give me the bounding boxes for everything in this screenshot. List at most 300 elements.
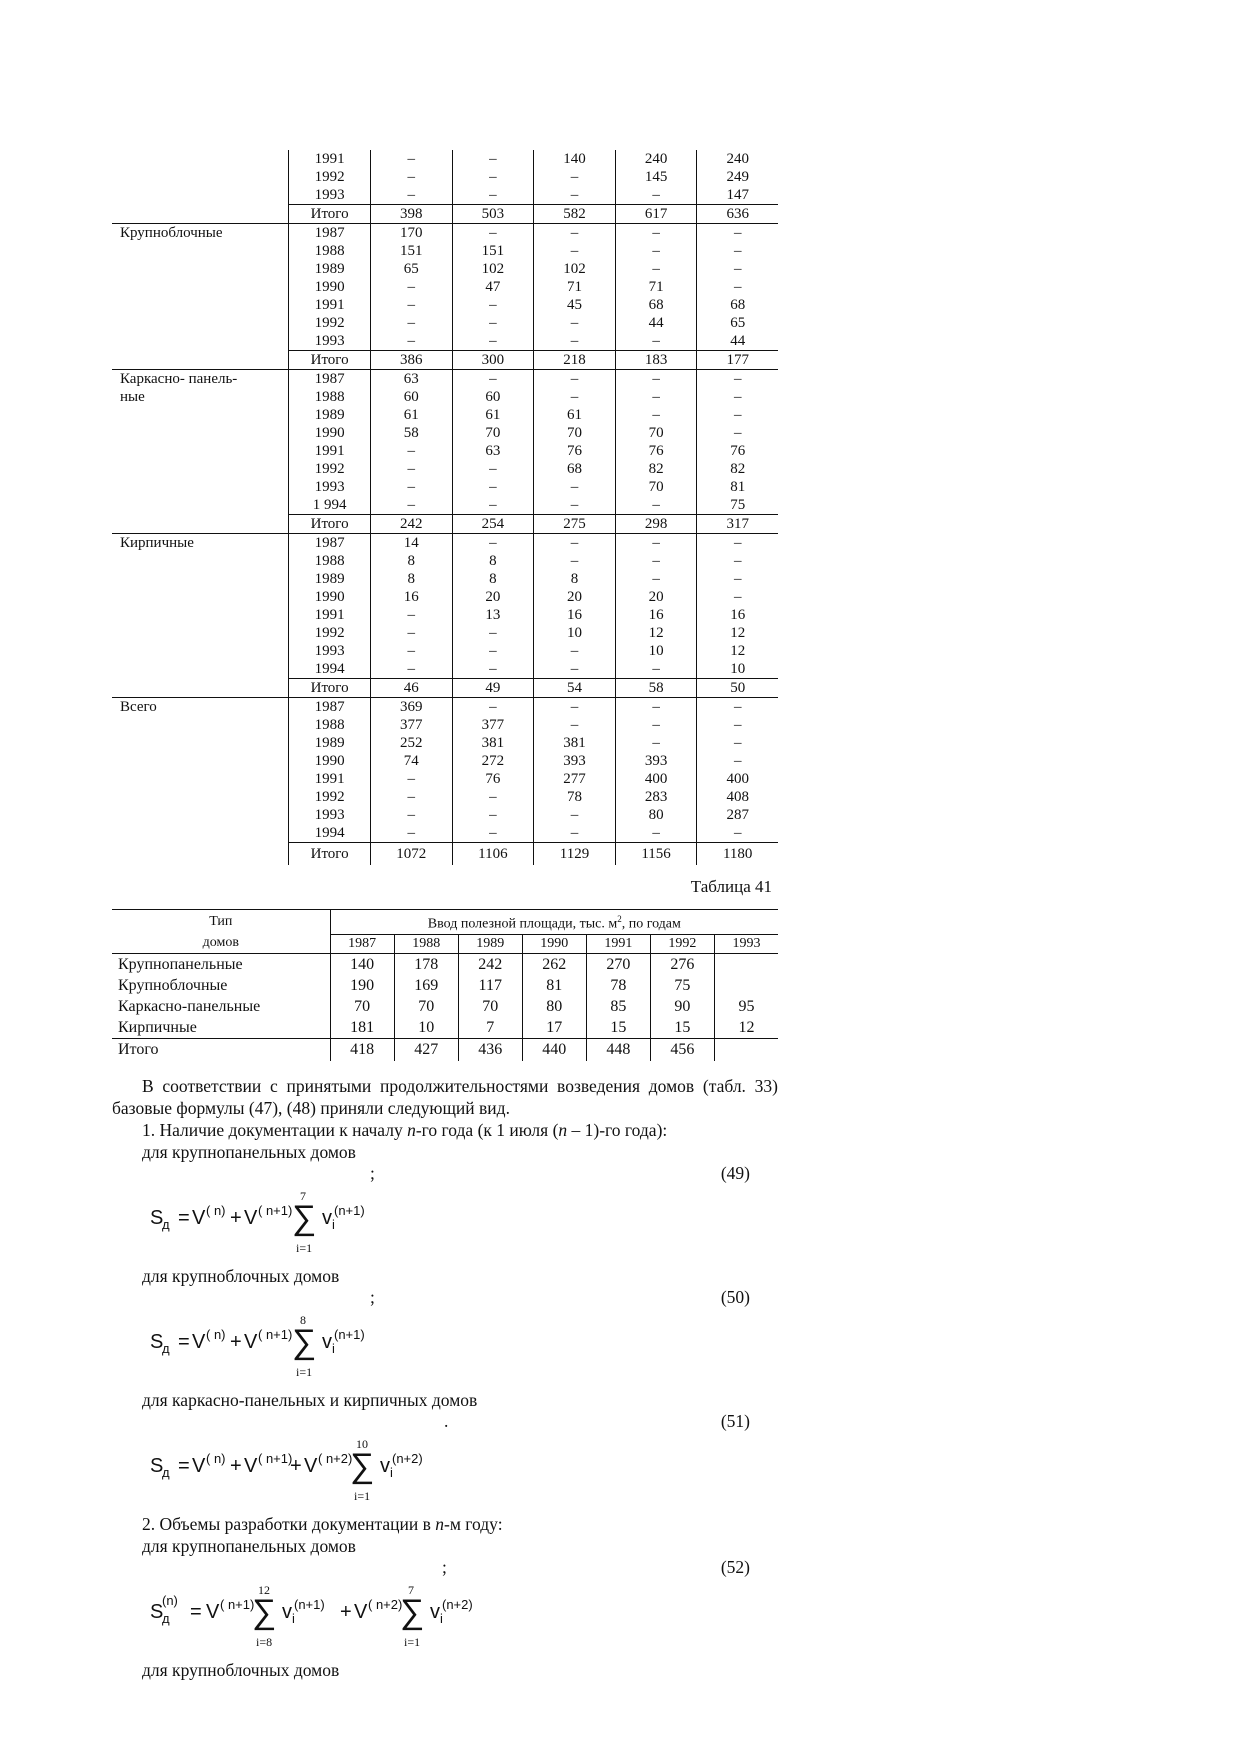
value-cell: –	[534, 478, 616, 496]
total-value: 317	[697, 515, 778, 534]
total-row	[112, 351, 778, 370]
value-cell: –	[697, 588, 778, 606]
empty-cell	[112, 205, 289, 224]
year-cell: 1989	[289, 734, 371, 752]
value-cell: 63	[371, 370, 453, 389]
value-cell: 190	[330, 975, 394, 996]
total-value: 242	[371, 515, 453, 534]
value-cell: 70	[534, 424, 616, 442]
value-cell: 377	[371, 716, 453, 734]
value-cell: –	[452, 296, 534, 314]
table-row	[112, 953, 778, 975]
value-cell: 16	[534, 606, 616, 624]
empty-cell	[112, 515, 289, 534]
table-41-header-row-1	[112, 910, 778, 935]
value-cell: –	[371, 806, 453, 824]
value-cell: 147	[697, 186, 778, 205]
year-cell: 1988	[289, 388, 371, 406]
value-cell: –	[615, 496, 697, 515]
value-cell: –	[697, 824, 778, 843]
value-cell: –	[697, 388, 778, 406]
value-cell: –	[697, 406, 778, 424]
value-cell: 8	[452, 552, 534, 570]
value-cell: –	[697, 734, 778, 752]
total-value	[714, 1038, 778, 1061]
value-cell: –	[452, 460, 534, 478]
value-cell: –	[371, 624, 453, 642]
total-value: 275	[534, 515, 616, 534]
total-value: 49	[452, 679, 534, 698]
value-cell: 16	[697, 606, 778, 624]
value-cell: 8	[534, 570, 616, 588]
value-cell: 70	[615, 478, 697, 496]
house-type-label: Крупноблочные	[118, 976, 228, 994]
value-cell: –	[615, 660, 697, 679]
total-value: 440	[522, 1038, 586, 1061]
total-value: 1106	[452, 843, 534, 866]
value-cell: 272	[452, 752, 534, 770]
value-cell: 151	[452, 242, 534, 260]
table-row	[112, 975, 778, 996]
value-cell: 68	[615, 296, 697, 314]
year-header: 1992	[650, 934, 714, 953]
year-header: 1991	[586, 934, 650, 953]
value-cell: –	[371, 770, 453, 788]
value-cell: 61	[534, 406, 616, 424]
value-cell: 20	[452, 588, 534, 606]
value-cell: 7	[458, 1017, 522, 1039]
total-value: 398	[371, 205, 453, 224]
value-cell: –	[534, 660, 616, 679]
total-label: Итого	[289, 205, 371, 224]
formula-50: S д = V ( n) + V ( n+1) ∑ 8 i=1 v i (n+1)	[150, 1312, 365, 1379]
value-cell: –	[452, 150, 534, 168]
value-cell: –	[452, 478, 534, 496]
value-cell: 78	[534, 788, 616, 806]
label-large-block: для крупноблочных домов	[142, 1265, 340, 1286]
total-value: 1072	[371, 843, 453, 866]
value-cell: –	[452, 824, 534, 843]
year-cell: 1991	[289, 442, 371, 460]
value-cell: –	[534, 168, 616, 186]
value-cell: –	[534, 370, 616, 389]
value-cell: 71	[534, 278, 616, 296]
total-label: Итого	[289, 515, 371, 534]
total-value: 177	[697, 351, 778, 370]
total-value: 448	[586, 1038, 650, 1061]
value-cell: 10	[697, 660, 778, 679]
value-cell: 181	[330, 1017, 394, 1039]
value-cell: –	[452, 534, 534, 553]
table-41-header-row-2	[112, 934, 778, 953]
value-cell: 75	[697, 496, 778, 515]
value-cell: –	[452, 642, 534, 660]
total-label: Итого	[289, 679, 371, 698]
value-cell: 249	[697, 168, 778, 186]
value-cell: 102	[452, 260, 534, 278]
value-cell: –	[371, 168, 453, 186]
paragraph-intro: В соответствии с принятыми продолжительностями возведения домов (табл. 33) базовые формулы (47), (48) приняли следующий вид.	[112, 1075, 778, 1118]
house-type-label: Крупнопанельные	[118, 955, 243, 973]
value-cell: –	[371, 788, 453, 806]
total-label: Итого	[112, 1038, 330, 1061]
value-cell: 80	[522, 996, 586, 1017]
total-value: 427	[394, 1038, 458, 1061]
value-cell: –	[534, 534, 616, 553]
value-cell: 145	[615, 168, 697, 186]
equation-number-line: . (51)	[444, 1410, 750, 1431]
value-cell: 270	[586, 953, 650, 975]
year-cell: 1988	[289, 716, 371, 734]
total-value: 582	[534, 205, 616, 224]
house-type-label: Крупноблочные	[112, 224, 289, 351]
value-cell: 85	[586, 996, 650, 1017]
total-row	[112, 205, 778, 224]
housing-input-table-continuation	[112, 150, 778, 865]
value-cell: 10	[394, 1017, 458, 1039]
year-cell: 1994	[289, 660, 371, 679]
total-row	[112, 679, 778, 698]
value-cell: –	[615, 370, 697, 389]
value-cell: –	[697, 698, 778, 717]
value-cell: –	[452, 660, 534, 679]
paragraph-item-1: 1. Наличие документации к началу n-го года (к 1 июля (n – 1)-го года):	[142, 1119, 668, 1140]
value-cell: –	[452, 370, 534, 389]
total-value: 298	[615, 515, 697, 534]
total-label: Итого	[289, 843, 371, 866]
table-row	[112, 150, 778, 168]
value-cell: –	[452, 806, 534, 824]
table-41-caption: Таблица 41	[690, 877, 772, 896]
value-cell: –	[371, 824, 453, 843]
value-cell: –	[371, 296, 453, 314]
total-value: 183	[615, 351, 697, 370]
year-cell: 1988	[289, 242, 371, 260]
value-cell: 252	[371, 734, 453, 752]
total-row	[112, 515, 778, 534]
value-cell: –	[534, 388, 616, 406]
value-cell: –	[697, 242, 778, 260]
year-cell: 1989	[289, 406, 371, 424]
year-cell: 1987	[289, 370, 371, 389]
value-cell: –	[452, 698, 534, 717]
value-cell: –	[371, 606, 453, 624]
table-row	[112, 534, 778, 553]
value-cell: –	[371, 442, 453, 460]
value-cell: 15	[650, 1017, 714, 1039]
year-cell: 1993	[289, 806, 371, 824]
value-cell: 61	[452, 406, 534, 424]
value-cell: –	[452, 788, 534, 806]
equation-number: (50)	[720, 1286, 750, 1307]
total-value: 218	[534, 351, 616, 370]
year-cell: 1993	[289, 332, 371, 351]
value-cell: 71	[615, 278, 697, 296]
value-cell: –	[697, 552, 778, 570]
value-cell: 76	[452, 770, 534, 788]
value-cell: 10	[615, 642, 697, 660]
total-value: 300	[452, 351, 534, 370]
table-row	[112, 698, 778, 717]
year-cell: 1994	[289, 824, 371, 843]
value-cell: 169	[394, 975, 458, 996]
value-cell: 408	[697, 788, 778, 806]
value-cell: 81	[697, 478, 778, 496]
value-cell: 178	[394, 953, 458, 975]
value-cell: 65	[371, 260, 453, 278]
value-cell: –	[371, 642, 453, 660]
value-cell: 60	[371, 388, 453, 406]
value-cell: –	[615, 570, 697, 588]
value-cell: 70	[452, 424, 534, 442]
equation-number: (49)	[720, 1162, 750, 1183]
year-cell: 1991	[289, 296, 371, 314]
year-cell: 1991	[289, 606, 371, 624]
type-header-2: домов	[112, 934, 330, 953]
year-cell: 1990	[289, 278, 371, 296]
value-cell: 70	[330, 996, 394, 1017]
value-cell: 12	[697, 624, 778, 642]
year-cell: 1989	[289, 260, 371, 278]
year-header: 1990	[522, 934, 586, 953]
value-cell: 400	[697, 770, 778, 788]
value-cell: –	[615, 716, 697, 734]
table-41	[112, 909, 778, 1061]
value-cell: 15	[586, 1017, 650, 1039]
total-value: 50	[697, 679, 778, 698]
value-cell: 140	[534, 150, 616, 168]
label-large-panel-2: для крупнопанельных домов	[142, 1535, 356, 1556]
value-cell: –	[697, 370, 778, 389]
year-cell: 1990	[289, 424, 371, 442]
value-cell: –	[697, 752, 778, 770]
total-value: 386	[371, 351, 453, 370]
equation-number: (51)	[720, 1410, 750, 1431]
total-value: 58	[615, 679, 697, 698]
value-cell: –	[534, 642, 616, 660]
year-cell: 1991	[289, 770, 371, 788]
empty-cell	[112, 843, 289, 866]
value-cell: –	[534, 242, 616, 260]
total-row	[112, 843, 778, 866]
value-cell: –	[371, 496, 453, 515]
value-cell: –	[371, 150, 453, 168]
total-value: 436	[458, 1038, 522, 1061]
value-cell: –	[534, 552, 616, 570]
value-cell: –	[452, 314, 534, 332]
value-cell: –	[615, 224, 697, 243]
house-type-label: Всего	[112, 698, 289, 843]
value-cell: 65	[697, 314, 778, 332]
value-cell: 140	[330, 953, 394, 975]
value-cell: –	[615, 260, 697, 278]
value-cell: –	[534, 698, 616, 717]
value-cell: 68	[534, 460, 616, 478]
value-cell: 277	[534, 770, 616, 788]
year-cell: 1993	[289, 478, 371, 496]
value-cell: 16	[371, 588, 453, 606]
total-value: 54	[534, 679, 616, 698]
value-cell: 170	[371, 224, 453, 243]
value-cell: 381	[534, 734, 616, 752]
year-header: 1988	[394, 934, 458, 953]
value-cell: 95	[714, 996, 778, 1017]
area-header: Ввод полезной площади, тыс. $м^2$, по годам	[330, 910, 778, 935]
value-cell: 81	[522, 975, 586, 996]
total-value: 1156	[615, 843, 697, 866]
value-cell: 377	[452, 716, 534, 734]
value-cell: 8	[371, 570, 453, 588]
year-header: 1993	[714, 934, 778, 953]
value-cell: 82	[615, 460, 697, 478]
value-cell: –	[452, 332, 534, 351]
value-cell: –	[615, 698, 697, 717]
value-cell: 12	[697, 642, 778, 660]
value-cell: 82	[697, 460, 778, 478]
house-type-label: Каркасно-панельные	[118, 997, 261, 1015]
value-cell: 102	[534, 260, 616, 278]
value-cell: 381	[452, 734, 534, 752]
value-cell: 76	[534, 442, 616, 460]
value-cell: –	[615, 406, 697, 424]
total-value: 1180	[697, 843, 778, 866]
value-cell: 276	[650, 953, 714, 975]
total-value: 1129	[534, 843, 616, 866]
value-cell: –	[697, 260, 778, 278]
year-cell: 1 994	[289, 496, 371, 515]
value-cell: –	[452, 224, 534, 243]
year-cell: 1993	[289, 642, 371, 660]
year-cell: 1987	[289, 224, 371, 243]
value-cell: 8	[371, 552, 453, 570]
value-cell: 10	[534, 624, 616, 642]
value-cell: –	[452, 168, 534, 186]
value-cell: 90	[650, 996, 714, 1017]
value-cell: –	[371, 478, 453, 496]
value-cell: 45	[534, 296, 616, 314]
house-type-label	[112, 150, 289, 205]
total-value: 456	[650, 1038, 714, 1061]
value-cell: 283	[615, 788, 697, 806]
value-cell: –	[371, 314, 453, 332]
equation-number-line: ; (52)	[442, 1556, 750, 1577]
year-cell: 1990	[289, 588, 371, 606]
total-label: Итого	[289, 351, 371, 370]
year-cell: 1991	[289, 150, 371, 168]
value-cell: 75	[650, 975, 714, 996]
year-cell: 1992	[289, 624, 371, 642]
value-cell: –	[534, 186, 616, 205]
label-large-block-2: для крупноблочных домов	[142, 1659, 340, 1680]
value-cell: –	[697, 424, 778, 442]
total-row	[112, 1038, 778, 1061]
table-row	[112, 1017, 778, 1039]
total-value: 46	[371, 679, 453, 698]
value-cell: –	[452, 496, 534, 515]
value-cell: 262	[522, 953, 586, 975]
year-cell: 1993	[289, 186, 371, 205]
value-cell: 20	[534, 588, 616, 606]
value-cell: –	[697, 224, 778, 243]
value-cell: 70	[458, 996, 522, 1017]
value-cell: –	[534, 496, 616, 515]
value-cell	[714, 975, 778, 996]
year-cell: 1988	[289, 552, 371, 570]
value-cell: 20	[615, 588, 697, 606]
empty-cell	[112, 679, 289, 698]
value-cell: 393	[534, 752, 616, 770]
value-cell: 76	[615, 442, 697, 460]
value-cell: –	[697, 278, 778, 296]
value-cell: –	[697, 570, 778, 588]
value-cell: 80	[615, 806, 697, 824]
equation-number: (52)	[720, 1556, 750, 1577]
value-cell: –	[615, 534, 697, 553]
value-cell: –	[615, 242, 697, 260]
house-type-label: Кирпичные	[112, 534, 289, 679]
value-cell: 76	[697, 442, 778, 460]
value-cell: –	[371, 460, 453, 478]
formula-51: S д = V ( n) + V ( n+1) + V ( n+2) ∑ 10 i=1 v i (n+2)	[150, 1436, 423, 1503]
value-cell: 369	[371, 698, 453, 717]
value-cell: –	[615, 186, 697, 205]
value-cell: –	[534, 314, 616, 332]
document-page	[112, 150, 778, 1681]
value-cell: 58	[371, 424, 453, 442]
total-value: 418	[330, 1038, 394, 1061]
value-cell: –	[371, 186, 453, 205]
year-cell: 1992	[289, 460, 371, 478]
value-cell: 68	[697, 296, 778, 314]
table-row	[112, 224, 778, 243]
value-cell: 240	[697, 150, 778, 168]
value-cell: –	[615, 388, 697, 406]
value-cell: 70	[615, 424, 697, 442]
value-cell: 17	[522, 1017, 586, 1039]
value-cell: –	[534, 716, 616, 734]
table-row	[112, 370, 778, 389]
total-value: 503	[452, 205, 534, 224]
year-cell: 1987	[289, 534, 371, 553]
value-cell: 61	[371, 406, 453, 424]
equation-number-line: ; (50)	[370, 1286, 750, 1307]
value-cell: –	[534, 224, 616, 243]
value-cell: 13	[452, 606, 534, 624]
value-cell: 70	[394, 996, 458, 1017]
value-cell: –	[615, 552, 697, 570]
value-cell: –	[615, 332, 697, 351]
value-cell: –	[615, 734, 697, 752]
value-cell: 44	[615, 314, 697, 332]
value-cell: 78	[586, 975, 650, 996]
empty-cell	[112, 351, 289, 370]
value-cell: 393	[615, 752, 697, 770]
value-cell: 242	[458, 953, 522, 975]
value-cell: 44	[697, 332, 778, 351]
table-row	[112, 996, 778, 1017]
year-cell: 1990	[289, 752, 371, 770]
value-cell: –	[697, 534, 778, 553]
value-cell: 240	[615, 150, 697, 168]
year-cell: 1992	[289, 168, 371, 186]
value-cell: 287	[697, 806, 778, 824]
value-cell: –	[371, 332, 453, 351]
year-header: 1989	[458, 934, 522, 953]
label-large-panel: для крупнопанельных домов	[142, 1141, 356, 1162]
house-type-label: Каркасно- панель- ные	[112, 370, 289, 515]
value-cell: 74	[371, 752, 453, 770]
paragraph-item-2: 2. Объемы разработки документации в n-м году:	[142, 1513, 503, 1534]
